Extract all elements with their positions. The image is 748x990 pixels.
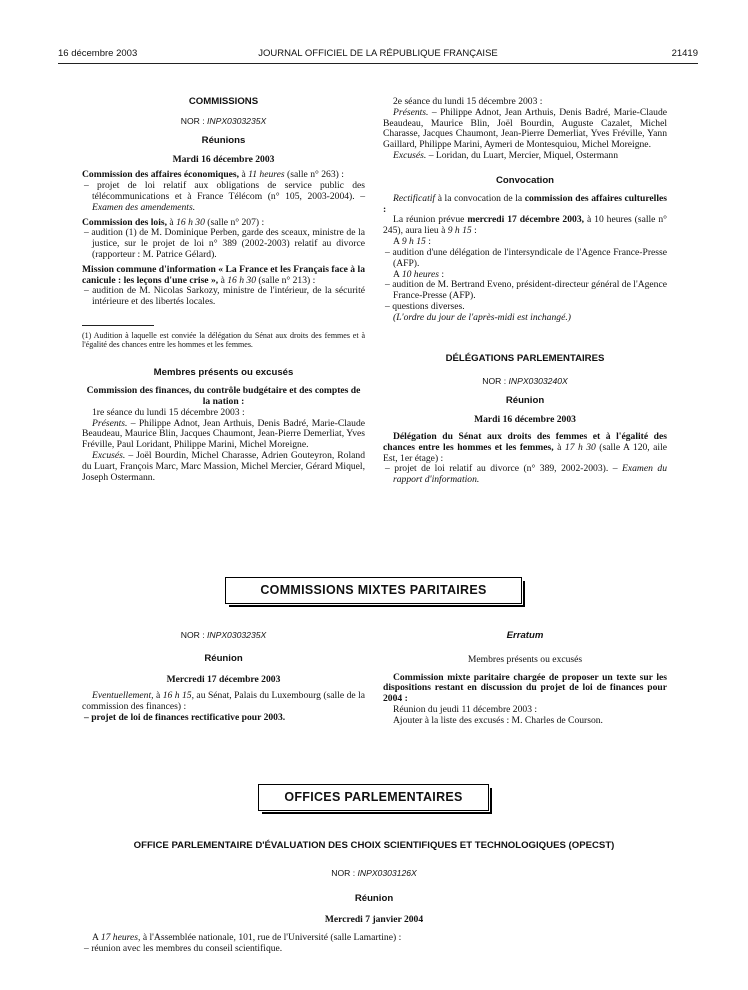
cmp-left-column bbox=[82, 631, 365, 724]
commissions-nor: NOR : INPX0303235X bbox=[180, 115, 267, 126]
eco-commission: Commission des affaires économiques, à 11 heures (salle n° 263) : bbox=[82, 169, 344, 181]
cmp-right-column bbox=[383, 631, 667, 727]
a-9h15: A 9 h 15 : bbox=[393, 236, 431, 248]
offices-reunion: Réunion bbox=[354, 892, 394, 904]
cmp-section-box: COMMISSIONS MIXTES PARITAIRES bbox=[225, 577, 522, 604]
delegations-date: Mardi 16 décembre 2003 bbox=[474, 414, 576, 426]
header-date: 16 décembre 2003 bbox=[58, 48, 138, 59]
eco-item: – projet de loi relatif aux obligations de service public des télécommunications et à France Télécom (n° 105, 2003-2004). – Examen des amendements. bbox=[84, 180, 365, 213]
seance-1: 1re séance du lundi 15 décembre 2003 : bbox=[92, 406, 245, 418]
offices-section bbox=[82, 841, 666, 955]
lois-commission: Commission des lois, à 16 h 30 (salle n° 207) : bbox=[82, 216, 265, 228]
commissions-date: Mardi 16 décembre 2003 bbox=[172, 154, 275, 166]
a-10h: A 10 heures : bbox=[393, 268, 445, 280]
cmp-event: Eventuellement, à 16 h 15, au Sénat, Palais du Luxembourg (salle de la commission des finances) : bbox=[82, 690, 365, 713]
header-journal: JOURNAL OFFICIEL DE LA RÉPUBLIQUE FRANÇAISE bbox=[258, 48, 498, 59]
delegations-reunion: Réunion bbox=[505, 395, 545, 407]
offices-item: – réunion avec les membres du conseil scientifique. bbox=[84, 943, 283, 955]
opecst-title: OFFICE PARLEMENTAIRE D'ÉVALUATION DES CHOIX SCIENTIFIQUES ET TECHNOLOGIQUES (OPECST) bbox=[133, 840, 615, 851]
offices-nor: NOR : INPX0303126X bbox=[331, 867, 417, 878]
excuses-1: Excusés. – Joël Bourdin, Michel Charasse, Adrien Gouteyron, Roland du Luart, François Marc, Marc Massion, Michel Mercier, Gérard Miquel, Joseph Ostermann. bbox=[82, 449, 365, 483]
erratum-heading: Erratum bbox=[506, 630, 544, 641]
mission-item: – audition de M. Nicolas Sarkozy, ministre de l'intérieur, de la sécurité intérieure et des libertés locales. bbox=[84, 285, 365, 308]
a-9h15-item: – audition d'une délégation de l'intersyndicale de l'Agence France-Presse (AFP). bbox=[385, 246, 667, 269]
cmp-title: Commission mixte paritaire chargée de proposer un texte sur les dispositions restant en discussion du projet de loi de finances pour 2004 : bbox=[383, 671, 667, 705]
cmp-membres: Membres présents ou excusés bbox=[467, 653, 583, 665]
commissions-title: COMMISSIONS bbox=[188, 96, 259, 107]
presents-1: Présents. – Philippe Adnot, Jean Arthuis, Denis Badré, Marie-Claude Beaudeau, Maurice Blin, Jacques Chaumont, Jean-Pierre Demerliat, Yves Fréville, Paul Loridant, Philippe Marini, Michel Moreigne. bbox=[82, 417, 365, 451]
membres-heading: Membres présents ou excusés bbox=[153, 367, 294, 379]
excuses-2: Excusés. – Loridan, du Luart, Mercier, Miquel, Ostermann bbox=[393, 150, 619, 162]
offices-a: A 17 heures, à l'Assemblée nationale, 101, rue de l'Université (salle Lamartine) : bbox=[92, 932, 402, 944]
commissions-reunions-heading: Réunions bbox=[201, 134, 246, 146]
convocation-heading: Convocation bbox=[495, 174, 555, 186]
offices-date: Mercredi 7 janvier 2004 bbox=[324, 914, 424, 926]
presents-2: Présents. – Philippe Adnot, Jean Arthuis, Denis Badré, Marie-Claude Beaudeau, Maurice Blin, Joël Bourdin, Auguste Cazalet, Michel Charasse, Jacques Chaumont, Jean-Pierre Demerliat, Yves Fréville, Yann Gaillard, Philippe Marini, Aymeri de Montesquiou, Michel Moreigne. bbox=[383, 106, 667, 151]
cmp-reunion-jeudi: Réunion du jeudi 11 décembre 2003 : bbox=[393, 704, 538, 716]
footnote: (1) Audition à laquelle est conviée la délégation du Sénat aux droits des femmes et à l'égalité des chances entre les hommes et les femmes. bbox=[82, 331, 365, 350]
lois-item: – audition (1) de M. Dominique Perben, garde des sceaux, ministre de la justice, sur le projet de loi n° 389 (2002-2003) relatif au divorce (rapporteur : M. Patrice Gélard). bbox=[84, 227, 365, 260]
delegations-nor: NOR : INPX0303240X bbox=[482, 375, 568, 386]
header-page-number: 21419 bbox=[671, 48, 698, 59]
cmp-date: Mercredi 17 décembre 2003 bbox=[166, 673, 281, 685]
cmp-event-item: – projet de loi de finances rectificative pour 2003. bbox=[84, 712, 286, 724]
offices-section-box: OFFICES PARLEMENTAIRES bbox=[258, 784, 489, 811]
rectificatif: Rectificatif à la convocation de la commission des affaires culturelles : bbox=[383, 192, 667, 215]
seance-2: 2e séance du lundi 15 décembre 2003 : bbox=[393, 96, 543, 107]
page-header bbox=[58, 49, 698, 64]
ordre-du-jour: (L'ordre du jour de l'après-midi est inchangé.) bbox=[393, 311, 571, 323]
delegations-title: DÉLÉGATIONS PARLEMENTAIRES bbox=[445, 352, 605, 364]
mission-commune: Mission commune d'information « La France et les Français face à la canicule : les leçons d'une crise », à 16 h 30 (salle n° 213) : bbox=[82, 263, 365, 286]
a-10h-item-2: – questions diverses. bbox=[385, 301, 465, 313]
finances-commission: Commission des finances, du contrôle budgétaire et des comptes de la nation : bbox=[86, 385, 361, 407]
footnote-rule bbox=[82, 325, 154, 326]
cmp-ajouter: Ajouter à la liste des excusés : M. Charles de Courson. bbox=[393, 714, 603, 726]
cmp-nor: NOR : INPX0303235X bbox=[180, 630, 267, 640]
right-column bbox=[383, 97, 667, 486]
commissions-column bbox=[82, 97, 365, 483]
convocation-text: La réunion prévue mercredi 17 décembre 2003, à 10 heures (salle n° 245), aura lieu à 9 h 15 : bbox=[383, 214, 667, 237]
delegation-senat: Délégation du Sénat aux droits des femmes et à l'égalité des chances entre les hommes et les femmes, à 17 h 30 (salle A 120, aile Est, 1er étage) : bbox=[383, 430, 668, 464]
cmp-reunion: Réunion bbox=[204, 652, 243, 664]
delegation-item: – projet de loi relatif au divorce (n° 389, 2002-2003). – Examen du rapport d'information. bbox=[385, 463, 667, 486]
a-10h-item: – audition de M. Bertrand Eveno, président-directeur général de l'Agence France-Presse (AFP). bbox=[385, 279, 667, 302]
